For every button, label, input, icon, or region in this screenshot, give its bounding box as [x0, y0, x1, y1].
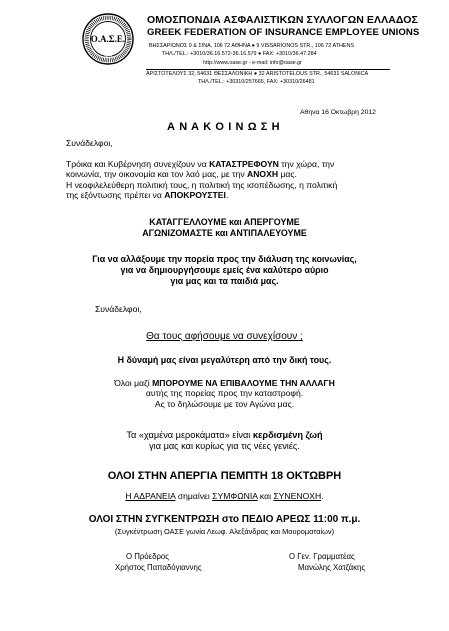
org-name-greek: ΟΜΟΣΠΟΝΔΙΑ ΑΣΦΑΛΙΣΤΙΚΩΝ ΣΥΛΛΟΓΩΝ ΕΛΛΑΔΟΣ	[147, 14, 418, 26]
together-paragraph: Όλοι μαζί ΜΠΟΡΟΥΜΕ ΝΑ ΕΠΙΒΑΛΟΥΜΕ ΤΗΝ ΑΛΛΑΓΗ αυτής της πορείας προς την καταστροφή. Ας το δηλώσουμε με τον Αγώνα μας.	[114, 378, 335, 409]
website-email: http://www.oase.gr - e-mail: info@oase.gr	[203, 60, 302, 66]
slogan-fight-resist: ΑΓΩΝΙΖΟΜΑΣΤΕ και ΑΝΤΙΠΑΛΕΥΟΥΜΕ	[142, 228, 307, 238]
wages-paragraph: Τα «χαμένα μεροκάματα» είναι κερδισμένη ζωή για μας και κυρίως για τις νέες γενιές.	[126, 430, 323, 451]
greeting: Συνάδελφοι,	[66, 138, 113, 148]
rally-location-note: (Συγκέντρωση ΟΑΣΕ γωνία Λεωφ. Αλεξάνδρας και Μαυροματαίων)	[114, 527, 335, 536]
phone-thessaloniki: ΤΗΛ./TEL.: +30310/257665, FAX: +30310/26481	[198, 79, 315, 85]
header-divider	[146, 69, 390, 70]
call-question: Θα τους αφήσουμε να συνεχίσουν ;	[146, 331, 303, 342]
intro-paragraph: Τρόικα και Κυβέρνηση συνεχίζουν να ΚΑΤΑΣΤΡΕΦΟΥΝ την χώρα, την κοινωνία, την οικονομία και τον λαό μας, με την ΑΝΟΧΗ μας. Η νεοφιλελεύθερη πολιτική τους, η πολιτική της ισοπέδωσης, η πολιτική της εξόντωσης πρέπει να ΑΠΟΚΡΟΥΣΤΕΙ.	[66, 159, 338, 201]
slogan-denounce-strike: ΚΑΤΑΓΓΕΛΛΟΥΜΕ και ΑΠΕΡΓΟΥΜΕ	[149, 217, 300, 227]
logo-name: Ο.Α.Σ.Ε.	[90, 34, 126, 44]
org-name-english: GREEK FEDERATION OF INSURANCE EMPLOYEE UNIONS	[147, 27, 420, 38]
address-athens: ΒΗΣΣΑΡΙΩΝΟΣ 9 & ΣΙΝΑ, 106 72 ΑΘΗΝΑ ● 9 VISSARIONOS STR., 106 72 ATHENS	[149, 43, 354, 49]
president-name: Χρήστος Παπαδόγιαννης	[115, 563, 202, 572]
address-thessaloniki: ΑΡΙΣΤΟΤΕΛΟΥΣ 32, 54631 ΘΕΣΣΑΛΟΝΙΚΗ ● 32 ARISTOTELOUS STR., 54631 SALONICA	[146, 71, 369, 77]
date: Αθηνα 16 Οκτωβρη 2012	[300, 109, 376, 116]
phone-athens: ΤΗΛ./TEL.: +3010/36.16.572-36.16.579 ● FAX: +3010/36.47.284	[162, 51, 317, 57]
document-title: Α Ν Α Κ Ο Ι Ν Ω Σ Η	[167, 121, 281, 133]
inertia-statement: Η ΑΔΡΑΝΕΙΑ σημαίνει ΣΥΜΦΩΝΙΑ και ΣΥΝΕΝΟΧΗ.	[125, 491, 324, 501]
greeting-second: Συνάδελφοι,	[95, 304, 142, 314]
power-statement: Η δύναμή μας είναι μεγαλύτερη από την δική τους.	[117, 355, 332, 365]
secretary-name: Μανώλης Χατζάκης	[298, 563, 366, 572]
logo-year: 1977	[104, 55, 112, 59]
purpose-paragraph: Για να αλλάξουμε την πορεία προς την διάλυση της κοινωνίας, για να δημιουργήσουμε εμείς ένα καλύτερο αύριο για μας και τα παιδιά μας.	[92, 254, 357, 286]
president-role: Ο Πρόεδρος	[126, 552, 169, 561]
rally-announcement: ΟΛΟΙ ΣΤΗΝ ΣΥΓΚΕΝΤΡΩΣΗ στο ΠΕΔΙΟ ΑΡΕΩΣ 11:00 π.μ.	[88, 514, 361, 525]
secretary-role: Ο Γεν. Γραμματέας	[289, 552, 355, 561]
strike-announcement: ΟΛΟΙ ΣΤΗΝ ΑΠΕΡΓΙΑ ΠΕΜΠΤΗ 18 ΟΚΤΩΒΡΗ	[107, 470, 342, 482]
oase-logo	[82, 13, 134, 65]
